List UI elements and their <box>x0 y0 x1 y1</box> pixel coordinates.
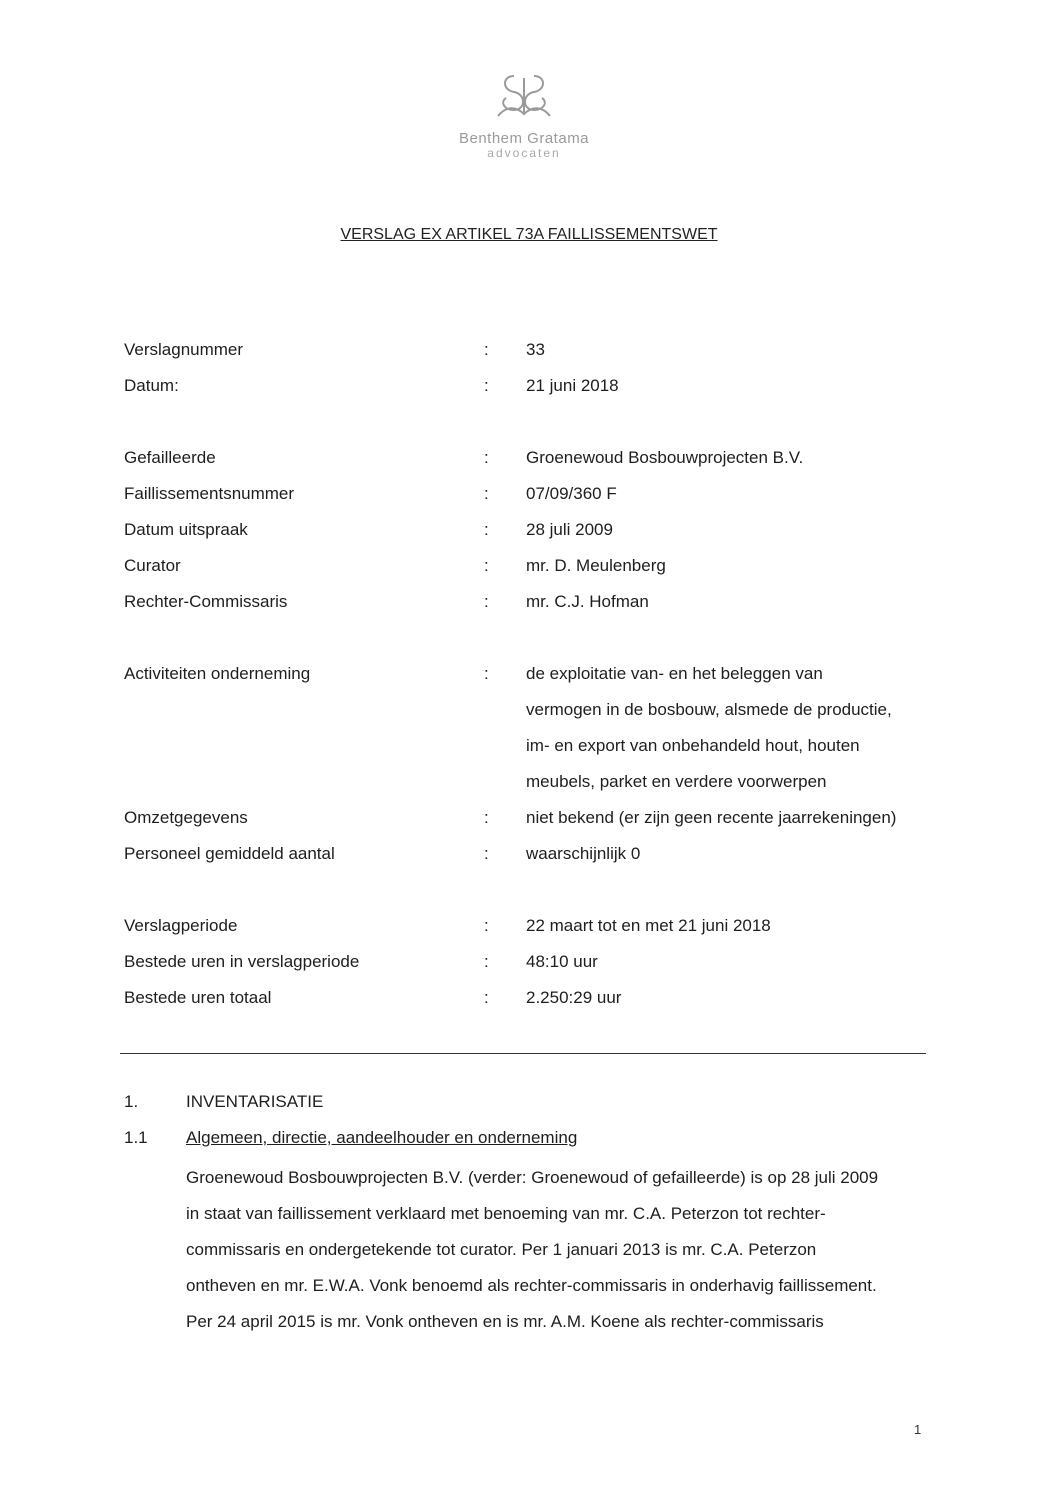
field-verslagperiode <box>124 908 944 944</box>
field-faillissementsnummer <box>124 476 944 512</box>
field-separator: : <box>484 916 489 935</box>
monogram-icon <box>492 70 556 128</box>
subsection-title: Algemeen, directie, aandeelhouder en onderneming <box>186 1128 578 1147</box>
field-value-line: de exploitatie van- en het beleggen van <box>526 664 823 683</box>
field-label: Gefailleerde <box>124 448 216 467</box>
field-label: Bestede uren totaal <box>124 988 272 1007</box>
field-label: Faillissementsnummer <box>124 484 295 503</box>
field-separator: : <box>484 484 489 503</box>
firm-logo <box>444 70 604 170</box>
field-value-line: vermogen in de bosbouw, alsmede de productie, <box>526 700 892 719</box>
field-curator <box>124 548 944 584</box>
field-verslagnummer <box>124 332 944 368</box>
field-label: Datum: <box>124 376 179 395</box>
field-value: mr. C.J. Hofman <box>526 592 649 611</box>
field-label: Datum uitspraak <box>124 520 248 539</box>
field-separator: : <box>484 592 489 611</box>
field-value: 22 maart tot en met 21 juni 2018 <box>526 916 771 935</box>
field-separator: : <box>484 340 489 359</box>
field-separator: : <box>484 844 489 863</box>
field-omzetgegevens <box>124 800 944 836</box>
field-separator: : <box>484 376 489 395</box>
field-label: Omzetgegevens <box>124 808 248 827</box>
page-number: 1 <box>914 1422 922 1437</box>
logo-firm-subtitle: advocaten <box>487 146 561 160</box>
field-separator: : <box>484 448 489 467</box>
field-label: Verslagnummer <box>124 340 244 359</box>
field-value: 2.250:29 uur <box>526 988 622 1007</box>
body-line: in staat van faillissement verklaard met benoeming van mr. C.A. Peterzon tot rechter- <box>186 1204 826 1223</box>
field-value: waarschijnlijk 0 <box>526 844 641 863</box>
section-number: 1. <box>124 1092 139 1111</box>
field-value: mr. D. Meulenberg <box>526 556 666 575</box>
field-separator: : <box>484 664 489 683</box>
section-title: INVENTARISATIE <box>186 1092 324 1111</box>
body-line: commissaris en ondergetekende tot curator. Per 1 januari 2013 is mr. C.A. Peterzon <box>186 1240 817 1259</box>
field-gefailleerde <box>124 440 944 476</box>
field-value: 48:10 uur <box>526 952 598 971</box>
field-value: 07/09/360 F <box>526 484 617 503</box>
field-rechter-commissaris <box>124 584 944 620</box>
body-line: Groenewoud Bosbouwprojecten B.V. (verder: Groenewoud of gefailleerde) is op 28 juli 2009 <box>186 1168 879 1187</box>
field-value: 33 <box>526 340 545 359</box>
field-value: niet bekend (er zijn geen recente jaarrekeningen) <box>526 808 897 827</box>
field-value: Groenewoud Bosbouwprojecten B.V. <box>526 448 804 467</box>
field-personeel <box>124 836 944 872</box>
field-separator: : <box>484 988 489 1007</box>
report-fields <box>124 332 944 1016</box>
field-label: Rechter-Commissaris <box>124 592 288 611</box>
field-label: Curator <box>124 556 181 575</box>
field-datum-uitspraak <box>124 512 944 548</box>
body-line: Per 24 april 2015 is mr. Vonk ontheven en is mr. A.M. Koene als rechter-commissaris <box>186 1312 824 1331</box>
field-value-line: meubels, parket en verdere voorwerpen <box>526 772 827 791</box>
body-line: ontheven en mr. E.W.A. Vonk benoemd als rechter-commissaris in onderhavig faillissement. <box>186 1276 877 1295</box>
field-separator: : <box>484 808 489 827</box>
document-title: VERSLAG EX ARTIKEL 73A FAILLISSEMENTSWET <box>340 226 718 243</box>
subsection-number: 1.1 <box>124 1128 148 1147</box>
logo-firm-name: Benthem Gratama <box>458 130 590 147</box>
field-datum <box>124 368 944 404</box>
field-separator: : <box>484 952 489 971</box>
field-uren-verslagperiode <box>124 944 944 980</box>
field-uren-totaal <box>124 980 944 1016</box>
field-separator: : <box>484 520 489 539</box>
field-label: Activiteiten onderneming <box>124 664 311 683</box>
field-value: 28 juli 2009 <box>526 520 613 539</box>
field-label: Verslagperiode <box>124 916 238 935</box>
field-label: Bestede uren in verslagperiode <box>124 952 360 971</box>
field-value <box>526 656 944 800</box>
field-value: 21 juni 2018 <box>526 376 619 395</box>
field-value-line: im- en export van onbehandeld hout, houten <box>526 736 860 755</box>
horizontal-divider <box>120 1053 926 1054</box>
section-body <box>186 1160 936 1340</box>
field-separator: : <box>484 556 489 575</box>
field-label: Personeel gemiddeld aantal <box>124 844 335 863</box>
field-activiteiten-onderneming <box>124 656 944 800</box>
